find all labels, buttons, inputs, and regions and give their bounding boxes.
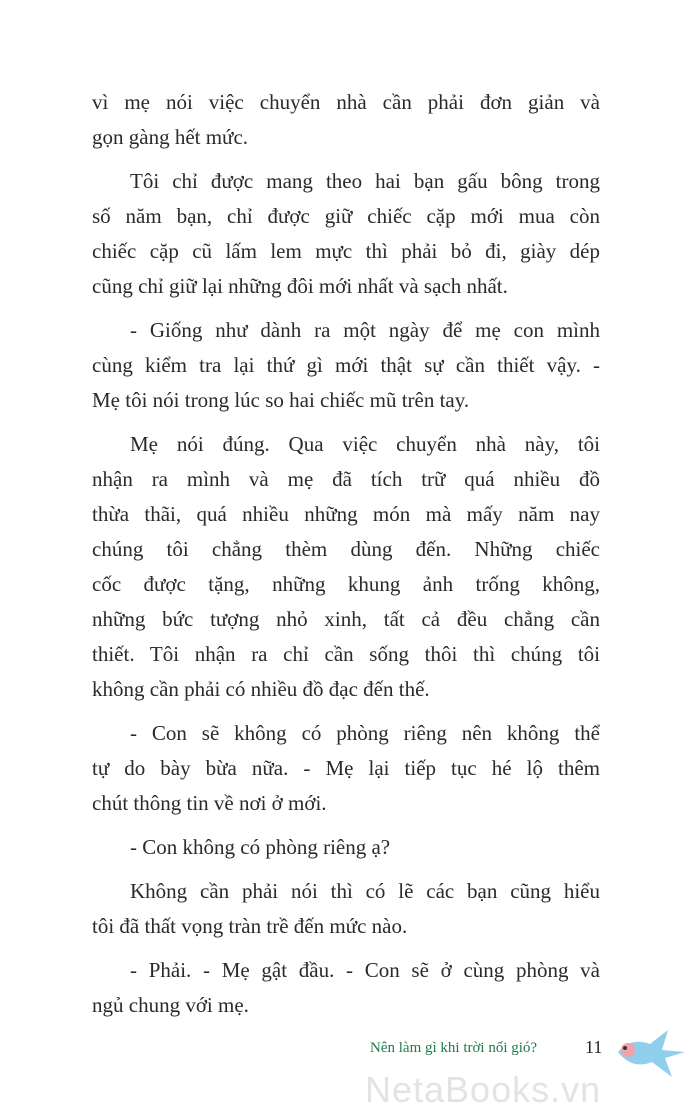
text-line: thiết. Tôi nhận ra chỉ cần sống thôi thì chúng tôi — [92, 642, 600, 666]
paragraph — [92, 164, 600, 304]
text-line: Tôi chỉ được mang theo hai bạn gấu bông trong — [130, 169, 600, 193]
text-line: không cần phải có nhiều đồ đạc đến thế. — [92, 677, 430, 701]
text-line: cùng kiểm tra lại thứ gì mới thật sự cần thiết vậy. - — [92, 353, 600, 377]
running-footer-title: Nên làm gì khi trời nổi gió? — [370, 1040, 538, 1056]
text-line: chút thông tin về nơi ở mới. — [92, 791, 327, 815]
text-line: - Con không có phòng riêng ạ? — [130, 835, 391, 859]
paragraph — [92, 953, 600, 1023]
text-line: cũng chỉ giữ lại những đôi mới nhất và sạch nhất. — [92, 274, 508, 298]
text-line: gọn gàng hết mức. — [92, 125, 249, 149]
fish-illustration-icon — [610, 1022, 690, 1092]
page-body — [92, 85, 600, 1032]
paragraph — [92, 85, 600, 155]
text-line: những bức tượng nhỏ xinh, tất cả đều chẳng cần — [92, 607, 600, 631]
paragraph — [92, 313, 600, 418]
text-line: chúng tôi chẳng thèm dùng đến. Những chiếc — [92, 537, 600, 561]
text-line: số năm bạn, chỉ được giữ chiếc cặp mới mua còn — [92, 204, 600, 228]
text-line: cốc được tặng, những khung ảnh trống không, — [92, 572, 600, 596]
page-number: 11 — [585, 1037, 603, 1057]
text-line: - Con sẽ không có phòng riêng nên không thể — [130, 721, 600, 745]
text-line: - Phải. - Mẹ gật đầu. - Con sẽ ở cùng phòng và — [130, 958, 600, 982]
paragraph — [92, 830, 600, 865]
text-line: Không cần phải nói thì có lẽ các bạn cũng hiểu — [130, 879, 600, 903]
text-line: tôi đã thất vọng tràn trề đến mức nào. — [92, 914, 408, 938]
paragraph — [92, 716, 600, 821]
text-line: nhận ra mình và mẹ đã tích trữ quá nhiều đồ — [92, 467, 600, 491]
watermark: NetaBooks.vn — [365, 1069, 602, 1110]
text-line: vì mẹ nói việc chuyển nhà cần phải đơn giản và — [92, 90, 600, 114]
text-line: chiếc cặp cũ lấm lem mực thì phải bỏ đi, giày dép — [92, 239, 600, 263]
text-line: Mẹ nói đúng. Qua việc chuyển nhà này, tôi — [130, 432, 600, 456]
text-line: Mẹ tôi nói trong lúc so hai chiếc mũ trên tay. — [92, 388, 470, 412]
paragraph — [92, 427, 600, 707]
text-line: ngủ chung với mẹ. — [92, 993, 249, 1017]
text-line: thừa thãi, quá nhiều những món mà mấy năm nay — [92, 502, 600, 526]
text-line: - Giống như dành ra một ngày để mẹ con mình — [130, 318, 600, 342]
text-line: tự do bày bừa nữa. - Mẹ lại tiếp tục hé lộ thêm — [92, 756, 600, 780]
paragraph — [92, 874, 600, 944]
